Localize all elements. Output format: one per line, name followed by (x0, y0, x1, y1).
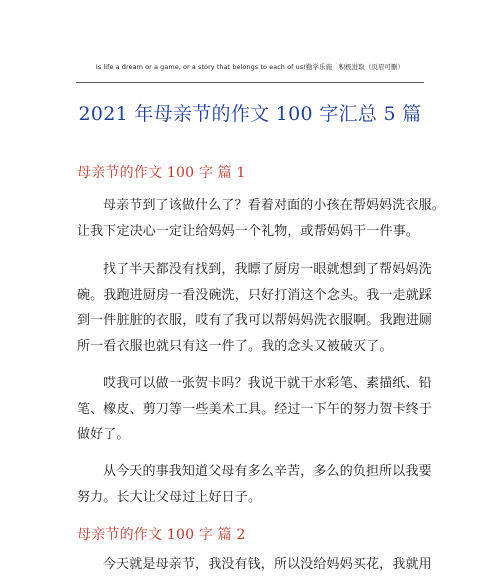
paragraph (77, 193, 445, 244)
paragraph (77, 257, 433, 359)
paragraph-line: 努力。长大让父母过上好日子。 (77, 489, 262, 505)
running-header: Is life a dream or a game, or a story that belongs to each of us!勤学乐施 积极进取（页眉可删） (95, 63, 405, 71)
paragraph (77, 552, 432, 578)
paragraph-line: 到一件脏脏的衣服，哎有了我可以帮妈妈洗衣服啊。我跑进厕 (77, 313, 433, 328)
paragraph-line: 让我下定决心一定让给妈妈一个礼物，或帮妈妈干一件事。 (77, 223, 419, 239)
document-title: 2021 年母亲节的作文 100 字汇总 5 篇 (78, 103, 422, 125)
paragraph-line: 母亲节到了该做什么了？看着对面的小孩在帮妈妈洗衣服。 (103, 198, 445, 213)
paragraph-line: 哎我可以做一张贺卡吗？我说干就干水彩笔、素描纸、铅 (103, 376, 432, 391)
paragraph (77, 371, 433, 448)
paragraph-line: 碗。我跑进厨房一看没碗洗，只好打消这个念头。我一走就踩 (77, 287, 433, 303)
paragraph-line: 笔、橡皮、剪刀等一些美术工具。经过一下午的努力贺卡终于 (77, 401, 433, 417)
paragraph-line: 所一看衣服也就只有这一件了。我的念头又被破灭了。 (77, 338, 393, 354)
section-heading-1: 母亲节的作文 100 字 篇 1 (77, 165, 246, 181)
paragraph-line: 做好了。 (77, 427, 130, 442)
paragraph-line: 今天就是母亲节，我没有钱，所以没给妈妈买花，我就用 (103, 557, 432, 572)
paragraph-line: 找了半天都没有找到，我瞟了厨房一眼就想到了帮妈妈洗 (103, 262, 432, 277)
paragraph-line: 从今天的事我知道父母有多么辛苦，多么的负担所以我要 (103, 464, 432, 479)
header-divider (76, 82, 424, 83)
section-heading-2: 母亲节的作文 100 字 篇 2 (77, 527, 246, 543)
paragraph (77, 459, 432, 510)
